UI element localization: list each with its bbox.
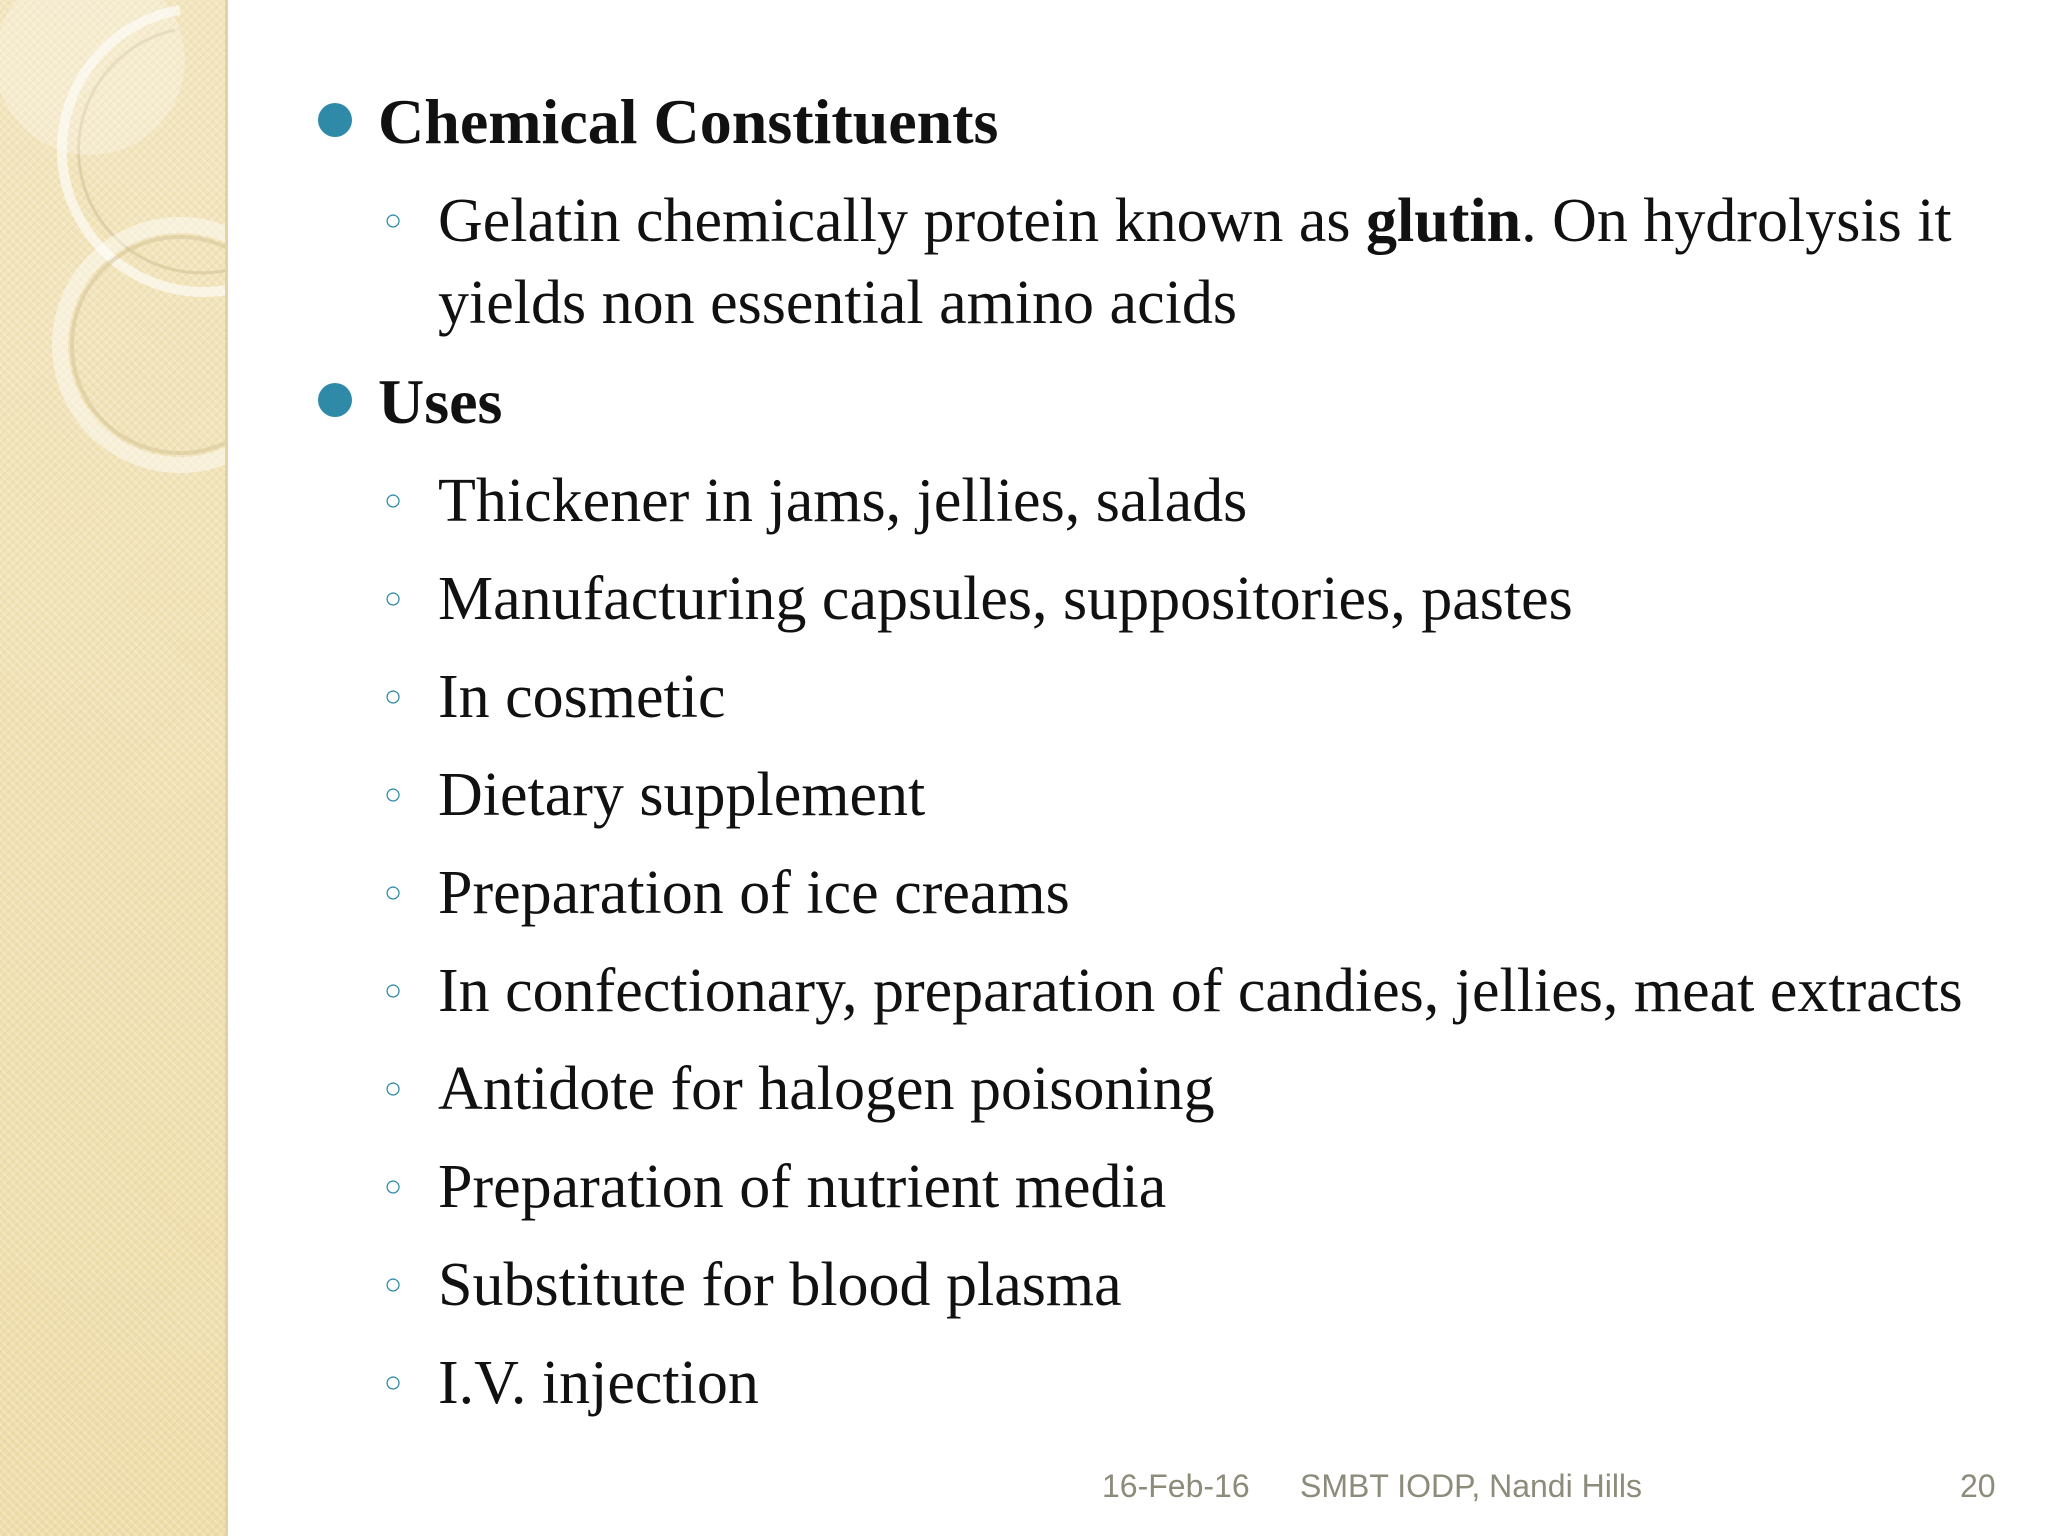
item-text: Substitute for blood plasma bbox=[438, 1251, 1122, 1319]
list-item bbox=[300, 1342, 2000, 1424]
round-bullet-icon bbox=[318, 103, 352, 137]
list-item bbox=[300, 1146, 2000, 1228]
item-text: Preparation of nutrient media bbox=[438, 1153, 1167, 1221]
ring-bullet-icon: ○ bbox=[384, 680, 403, 713]
ring-bullet-icon: ○ bbox=[384, 484, 403, 517]
heading-chemical-constituents bbox=[300, 80, 2000, 164]
item-text-before: Gelatin chemically protein known as bbox=[438, 187, 1367, 255]
list-item bbox=[300, 852, 2000, 934]
round-bullet-icon bbox=[318, 383, 352, 417]
item-text: Preparation of ice creams bbox=[438, 859, 1070, 927]
ring-bullet-icon: ○ bbox=[384, 778, 403, 811]
list-item bbox=[300, 460, 2000, 542]
slide-number: 20 bbox=[1960, 1468, 1996, 1504]
item-text: Thickener in jams, jellies, salads bbox=[438, 467, 1248, 535]
list-item bbox=[300, 180, 2000, 344]
item-text-bold: glutin bbox=[1366, 187, 1522, 255]
ring-bullet-icon: ○ bbox=[384, 582, 403, 615]
ring-bullet-icon: ○ bbox=[384, 974, 403, 1007]
decorative-rings bbox=[0, 0, 228, 520]
heading-uses bbox=[300, 360, 2000, 444]
ring-bullet-icon: ○ bbox=[384, 876, 403, 909]
ring-bullet-icon: ○ bbox=[384, 1072, 403, 1105]
ring-bullet-icon: ○ bbox=[384, 1268, 403, 1301]
item-text: Manufacturing capsules, suppositories, pastes bbox=[438, 565, 1573, 633]
item-text-after: . On hydrolysis it yields non essential amino acids bbox=[438, 187, 1952, 337]
list-item bbox=[300, 1244, 2000, 1326]
footer-title: SMBT IODP, Nandi Hills bbox=[1300, 1468, 1643, 1504]
slide-content bbox=[300, 80, 2000, 1424]
decorative-side-panel bbox=[0, 0, 228, 1536]
ring-bullet-icon: ○ bbox=[384, 1366, 403, 1399]
ring-bullet-icon: ○ bbox=[384, 204, 403, 237]
item-text: I.V. injection bbox=[438, 1349, 759, 1417]
ring-bullet-icon: ○ bbox=[384, 1170, 403, 1203]
heading-text: Chemical Constituents bbox=[378, 86, 999, 157]
list-item bbox=[300, 754, 2000, 836]
heading-text: Uses bbox=[378, 366, 503, 437]
list-item bbox=[300, 950, 2000, 1032]
list-item bbox=[300, 558, 2000, 640]
list-item bbox=[300, 1048, 2000, 1130]
item-text: In cosmetic bbox=[438, 663, 726, 731]
list-item bbox=[300, 656, 2000, 738]
footer-date: 16-Feb-16 bbox=[1102, 1468, 1250, 1504]
item-text: In confectionary, preparation of candies, jellies, meat extracts bbox=[438, 957, 1963, 1025]
item-text: Dietary supplement bbox=[438, 761, 926, 829]
item-text: Antidote for halogen poisoning bbox=[438, 1055, 1215, 1123]
